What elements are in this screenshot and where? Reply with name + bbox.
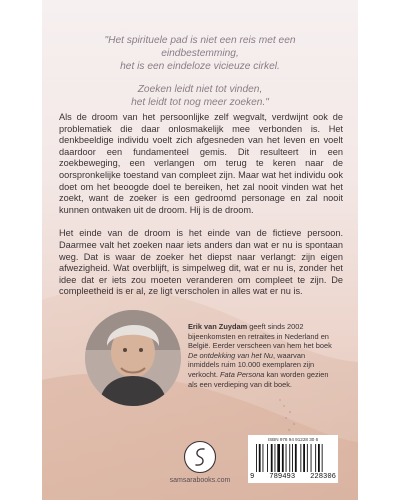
quote-line: Zoeken leidt niet tot vinden, — [137, 84, 263, 95]
publisher-website: samsarabooks.com — [169, 477, 231, 484]
quote-block — [66, 34, 334, 119]
blurb-paragraph: Het einde van de droom is het einde van de fictieve persoon. Daarmee valt het zoeken naar iets anders dan wat er nu is spontaan weg. Dat is waar de zoeker het diepst naar verlangt: zijn eigen afwezigheid. Wat overblijft, is simpelweg dit, wat er nu is, zonder het idee dat er iets zou moeten veranderen om compleet te zijn. De compleetheid is er al, ze ligt verscholen in alles wat er nu is. — [59, 228, 343, 297]
bio-text: kan worden gezien als een verdieping van dit boek. — [188, 369, 329, 389]
barcode-bars — [248, 435, 338, 475]
publisher-logo — [160, 440, 240, 484]
samsara-logo-icon — [183, 440, 217, 474]
barcode-digits — [248, 473, 338, 481]
quote-line: het is een eindeloze vicieuze cirkel. — [120, 61, 280, 72]
author-name: Erik van Zuydam — [188, 322, 248, 331]
author-photo — [85, 310, 181, 406]
barcode-first-digit: 9 — [250, 473, 255, 481]
back-cover — [42, 0, 358, 500]
barcode-group-right: 228306 — [310, 473, 336, 481]
barcode-group-left: 789493 — [269, 473, 296, 481]
bio-text: geeft sinds 2002 bijeenkomsten en retraites in Nederland en België. Eerder verscheen van hem het boek — [188, 322, 332, 351]
author-portrait-icon — [85, 310, 181, 406]
blurb-paragraph: Als de droom van het persoonlijke zelf wegvalt, verdwijnt ook de problematiek die daar onlosmakelijk mee verbonden is. Het denkbeeldige individu voelt zich afgesneden van het leven en voelt daardoor een fundamenteel gemis. Dit resulteert in een zoekbeweging, een verlangen om terug te keren naar de oorspronkelijke toestand van compleet zijn. Maar wat het individu ook doet om het beoogde doel te bereiken, het zal nooit vinden wat het zoekt, want de zoeker is een gedroomd personage en zal nooit kunnen ontwaken uit de droom. Hij is de droom. — [59, 112, 343, 215]
blurb-text — [59, 112, 343, 310]
bio-book-title: Fata Persona — [220, 369, 265, 379]
bio-text: , waarvan inmiddels ruim 10.000 exemplaren zijn verkocht. — [188, 350, 315, 379]
barcode — [248, 435, 338, 483]
author-bio — [188, 322, 338, 389]
bio-book-title: De ontdekking van het Nu — [188, 350, 274, 360]
quote-line: het leidt tot nog meer zoeken." — [131, 97, 269, 108]
isbn-label: ISBN 978 94 91228 30 6 — [267, 437, 319, 442]
quote-line: "Het spirituele pad is niet een reis met een eindbestemming, — [104, 35, 296, 59]
